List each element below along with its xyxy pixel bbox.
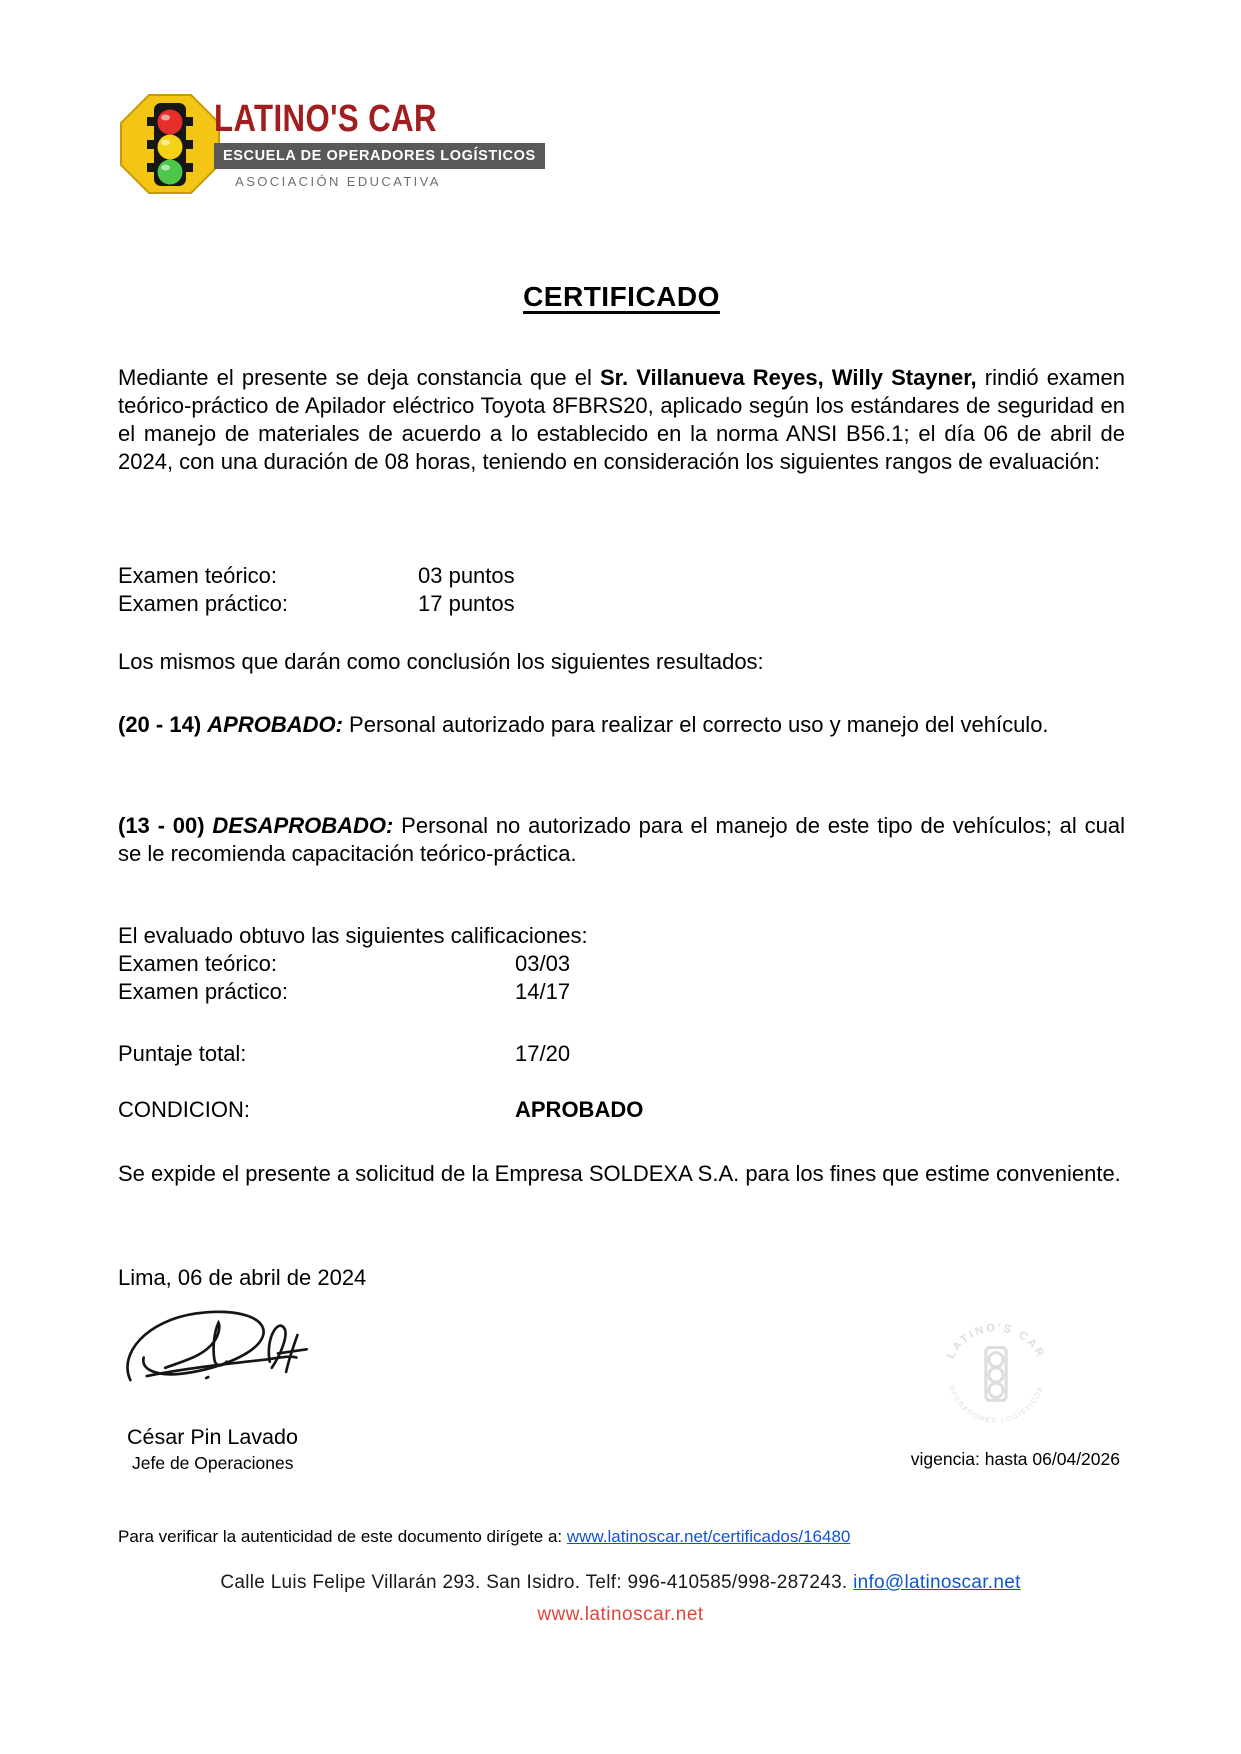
condition-value: APROBADO [515,1097,644,1122]
signer-name: César Pin Lavado [127,1425,298,1449]
total-score-label: Puntaje total: [118,1041,247,1066]
exam-practice-label: Examen práctico: [118,591,288,616]
traffic-light-icon [118,92,222,196]
logo-tagline: ASOCIACIÓN EDUCATIVA [235,173,441,189]
validity-text: vigencia: hasta 06/04/2026 [910,1449,1120,1469]
footer-website: www.latinoscar.net [537,1604,704,1625]
svg-text:OPERADORES LOGISTICOS: OPERADORES LOGISTICOS [946,1384,1046,1425]
table-row [118,950,1125,978]
page-title: CERTIFICADO [523,281,720,312]
issuance-paragraph: Se expide el presente a solicitud de la Empresa SOLDEXA S.A. para los fines que estime conveniente. [118,1161,1121,1186]
logo-title: LATINO'S CAR [214,98,437,140]
email-link[interactable]: info@latinoscar.net [853,1572,1021,1593]
address-text: Calle Luis Felipe Villarán 293. San Isidro. Telf: 996-410585/998-287243. [220,1572,854,1593]
disapproved-rule [118,812,1125,868]
intro-before-name: Mediante el presente se deja constancia que el [118,365,600,390]
company-logo [118,92,545,196]
total-score-row [118,1040,1125,1068]
footer-address-line [0,1572,1241,1594]
signature-image [116,1296,321,1419]
approved-status: APROBADO: [207,712,343,737]
certificate-verification-link[interactable]: www.latinoscar.net/certificados/16480 [566,1527,851,1546]
intro-after-name: rindió examen teórico-práctico de Apilador eléctrico Toyota 8FBRS20, aplicado según los estándares de seguridad en el manejo de materiales de acuerdo a lo establecido en la norma ANSI B56.1; el día 06 de abril de 2024, con una duración de 08 horas, teniendo en consideración los siguientes rangos de evaluación: [118,365,1125,474]
student-name: Sr. Villanueva Reyes, Willy Stayner, [599,365,977,390]
disapproved-range: (13 - 00) [118,813,213,838]
date-line: Lima, 06 de abril de 2024 [118,1265,367,1290]
company-seal-watermark [935,1315,1057,1442]
scores-intro: El evaluado obtuvo las siguientes calificaciones: [118,923,588,948]
seal-traffic-light-icon [935,1315,1057,1437]
table-row [118,978,1125,1006]
intro-paragraph [118,364,1125,476]
evaluation-points [118,562,1125,618]
total-score-value: 17/20 [515,1041,571,1066]
exam-practice-points: 17 puntos [418,591,515,616]
score-practice-value: 14/17 [515,979,571,1004]
table-row [118,590,1125,618]
verification-text: Para verificar la autenticidad de este documento dirígete a: [118,1527,567,1546]
verification-line [118,1527,1125,1547]
logo-subtitle: ESCUELA DE OPERADORES LOGÍSTICOS [214,143,545,169]
condition-row [118,1096,1125,1124]
signer-role: Jefe de Operaciones [132,1453,294,1473]
condition-label: CONDICION: [118,1097,250,1122]
score-practice-label: Examen práctico: [118,979,288,1004]
scores-block [118,922,1125,1006]
exam-theory-label: Examen teórico: [118,563,277,588]
approved-range: (20 - 14) [118,712,208,737]
handwritten-signature-icon [116,1296,321,1414]
score-theory-label: Examen teórico: [118,951,277,976]
approved-text: Personal autorizado para realizar el correcto uso y manejo del vehículo. [342,712,1049,737]
disapproved-status: DESAPROBADO: [212,813,394,838]
exam-theory-points: 03 puntos [418,563,515,588]
disapproved-text: Personal no autorizado para el manejo de este tipo de vehículos; al cual se le recomienda capacitación teórico-práctica. [118,813,1125,866]
svg-text:LATINO'S CAR: LATINO'S CAR [944,1322,1048,1361]
score-theory-value: 03/03 [515,951,571,976]
approved-rule [118,711,1125,739]
conclusion-intro: Los mismos que darán como conclusión los siguientes resultados: [118,649,764,674]
table-row [118,562,1125,590]
